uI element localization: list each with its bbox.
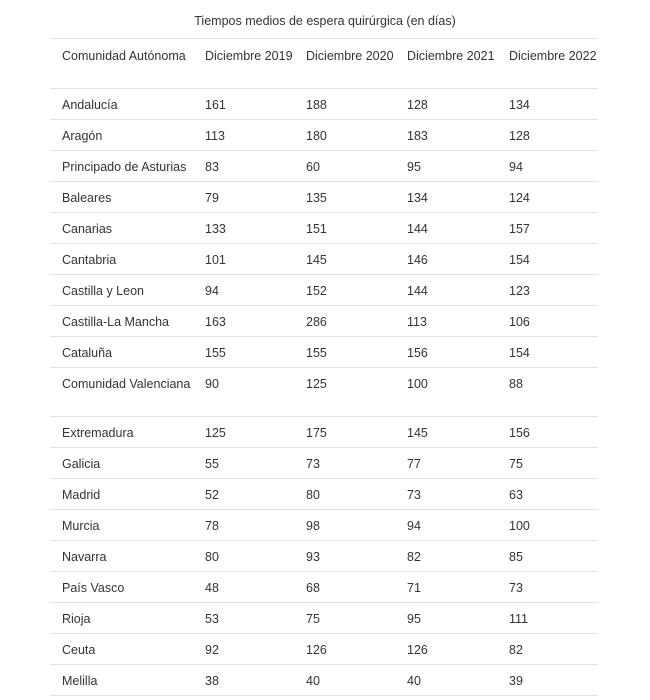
cell-2022: 88	[497, 368, 598, 417]
cell-2019: 133	[193, 213, 294, 244]
cell-2022: 82	[497, 634, 598, 665]
cell-2020: 125	[294, 368, 395, 417]
cell-2022: 111	[497, 603, 598, 634]
cell-2020: 60	[294, 151, 395, 182]
cell-2022: 94	[497, 151, 598, 182]
cell-region: Andalucía	[50, 89, 193, 120]
cell-2022: 128	[497, 120, 598, 151]
cell-2022: 157	[497, 213, 598, 244]
table-row	[50, 634, 598, 665]
column-header-2020: Diciembre 2020	[294, 39, 395, 89]
column-header-2019: Diciembre 2019	[193, 39, 294, 89]
table-row	[50, 275, 598, 306]
cell-2020: 180	[294, 120, 395, 151]
cell-region: Castilla y Leon	[50, 275, 193, 306]
cell-2021: 128	[395, 89, 497, 120]
cell-2020: 98	[294, 510, 395, 541]
cell-2021: 144	[395, 213, 497, 244]
cell-2021: 126	[395, 634, 497, 665]
table-caption: Tiempos medios de espera quirúrgica (en días)	[194, 14, 456, 28]
table-row	[50, 541, 598, 572]
cell-2021: 146	[395, 244, 497, 275]
cell-2019: 92	[193, 634, 294, 665]
cell-region: Madrid	[50, 479, 193, 510]
table-row	[50, 448, 598, 479]
cell-2022: 134	[497, 89, 598, 120]
waiting-times-table	[50, 38, 598, 696]
cell-2020: 175	[294, 417, 395, 448]
cell-2022: 123	[497, 275, 598, 306]
table-row	[50, 572, 598, 603]
cell-2019: 52	[193, 479, 294, 510]
cell-2022: 39	[497, 665, 598, 696]
cell-region: Baleares	[50, 182, 193, 213]
cell-2021: 95	[395, 151, 497, 182]
cell-2019: 161	[193, 89, 294, 120]
cell-2019: 38	[193, 665, 294, 696]
cell-region: Cataluña	[50, 337, 193, 368]
cell-2020: 126	[294, 634, 395, 665]
cell-2020: 68	[294, 572, 395, 603]
cell-2021: 71	[395, 572, 497, 603]
cell-2020: 75	[294, 603, 395, 634]
cell-2020: 286	[294, 306, 395, 337]
cell-region: Navarra	[50, 541, 193, 572]
cell-2020: 40	[294, 665, 395, 696]
cell-region: Ceuta	[50, 634, 193, 665]
cell-2020: 145	[294, 244, 395, 275]
cell-2022: 63	[497, 479, 598, 510]
table-row	[50, 182, 598, 213]
cell-region: País Vasco	[50, 572, 193, 603]
table-row	[50, 417, 598, 448]
cell-2019: 155	[193, 337, 294, 368]
cell-2021: 156	[395, 337, 497, 368]
cell-2022: 75	[497, 448, 598, 479]
cell-2019: 79	[193, 182, 294, 213]
cell-region: Galicia	[50, 448, 193, 479]
cell-2020: 152	[294, 275, 395, 306]
cell-region: Principado de Asturias	[50, 151, 193, 182]
cell-2021: 73	[395, 479, 497, 510]
cell-region: Extremadura	[50, 417, 193, 448]
cell-2019: 78	[193, 510, 294, 541]
cell-2021: 94	[395, 510, 497, 541]
cell-2022: 73	[497, 572, 598, 603]
table-row	[50, 244, 598, 275]
cell-2022: 100	[497, 510, 598, 541]
cell-2019: 101	[193, 244, 294, 275]
cell-2021: 95	[395, 603, 497, 634]
cell-2020: 188	[294, 89, 395, 120]
cell-2021: 82	[395, 541, 497, 572]
table-row	[50, 603, 598, 634]
cell-2022: 154	[497, 244, 598, 275]
cell-2022: 85	[497, 541, 598, 572]
table-row	[50, 479, 598, 510]
table-row	[50, 510, 598, 541]
cell-region: Aragón	[50, 120, 193, 151]
header-row	[50, 39, 598, 89]
cell-region: Melilla	[50, 665, 193, 696]
cell-2019: 80	[193, 541, 294, 572]
cell-2020: 155	[294, 337, 395, 368]
column-header-region: Comunidad Autónoma	[50, 39, 193, 89]
cell-2020: 80	[294, 479, 395, 510]
table-row	[50, 89, 598, 120]
cell-2019: 53	[193, 603, 294, 634]
table-row	[50, 368, 598, 417]
cell-2019: 83	[193, 151, 294, 182]
cell-2019: 48	[193, 572, 294, 603]
cell-2020: 135	[294, 182, 395, 213]
cell-2021: 183	[395, 120, 497, 151]
column-header-2021: Diciembre 2021	[395, 39, 497, 89]
cell-2021: 145	[395, 417, 497, 448]
cell-2019: 55	[193, 448, 294, 479]
cell-region: Rioja	[50, 603, 193, 634]
cell-region: Murcia	[50, 510, 193, 541]
cell-2021: 100	[395, 368, 497, 417]
cell-2022: 106	[497, 306, 598, 337]
cell-2019: 125	[193, 417, 294, 448]
cell-region: Castilla-La Mancha	[50, 306, 193, 337]
table-row	[50, 665, 598, 696]
cell-2020: 93	[294, 541, 395, 572]
column-header-2022: Diciembre 2022	[497, 39, 598, 89]
table-row	[50, 120, 598, 151]
cell-2022: 154	[497, 337, 598, 368]
cell-region: Comunidad Valenciana	[50, 368, 193, 417]
cell-2021: 144	[395, 275, 497, 306]
table-row	[50, 151, 598, 182]
cell-2021: 113	[395, 306, 497, 337]
cell-2021: 134	[395, 182, 497, 213]
cell-2019: 113	[193, 120, 294, 151]
cell-2022: 124	[497, 182, 598, 213]
cell-2019: 94	[193, 275, 294, 306]
cell-2021: 77	[395, 448, 497, 479]
cell-region: Cantabria	[50, 244, 193, 275]
cell-2020: 151	[294, 213, 395, 244]
cell-2019: 163	[193, 306, 294, 337]
cell-2022: 156	[497, 417, 598, 448]
cell-2019: 90	[193, 368, 294, 417]
cell-2020: 73	[294, 448, 395, 479]
cell-region: Canarias	[50, 213, 193, 244]
table-row	[50, 306, 598, 337]
table-row	[50, 213, 598, 244]
table-row	[50, 337, 598, 368]
cell-2021: 40	[395, 665, 497, 696]
